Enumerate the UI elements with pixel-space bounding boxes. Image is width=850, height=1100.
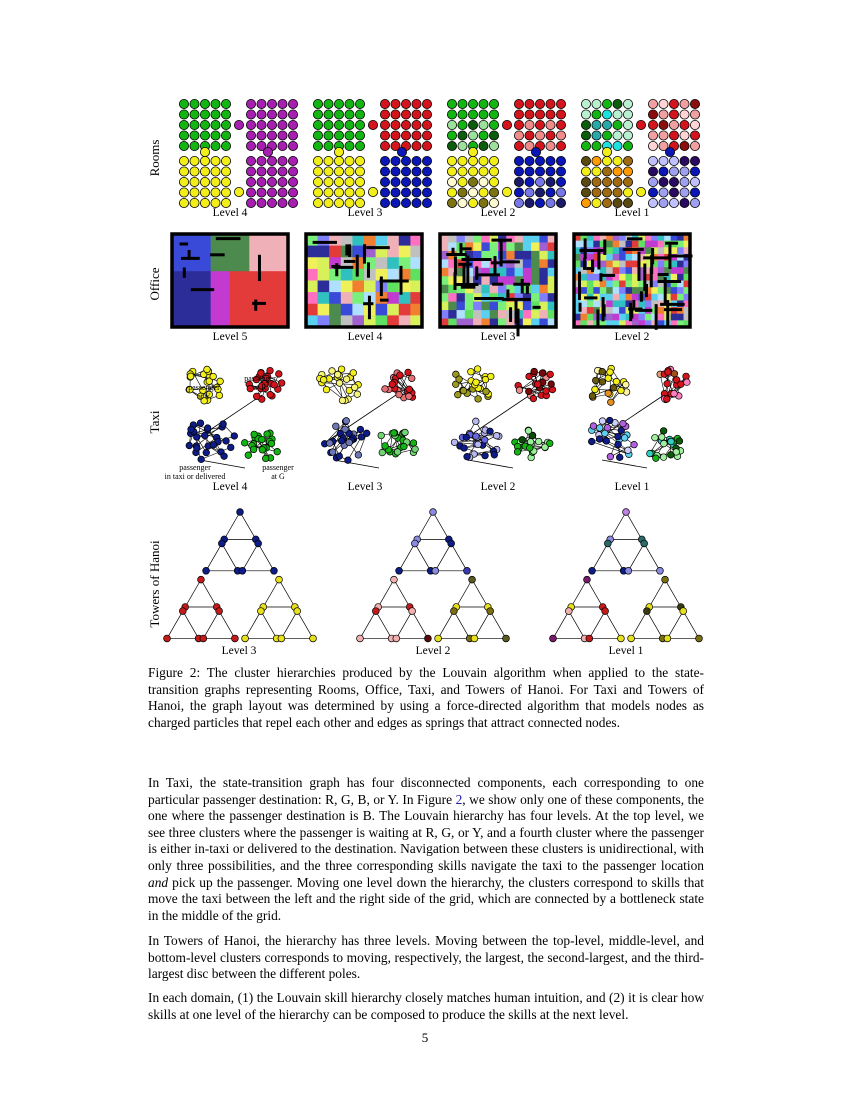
figure-mark [464,567,471,574]
figure-mark [245,611,277,638]
taxi-annotation-in-taxi: passenger in taxi or delivered [164,463,226,481]
figure-mark [310,635,317,642]
figure-mark [391,576,398,583]
figure-mark [203,567,210,574]
figure-mark [602,608,609,615]
figure-caption-label: Figure 2: [148,665,201,680]
hanoi-level-label: Level 2 [415,645,451,657]
figure-mark [571,580,603,607]
figure-mark [417,512,449,539]
figure-mark [657,567,664,574]
figure-mark [584,576,591,583]
figure-mark [438,611,470,638]
office-row-label: Office [147,267,162,301]
rooms-level-label: Level 2 [480,207,516,219]
figure-mark [432,567,439,574]
figure-mark [242,635,249,642]
page-number: 5 [421,1030,429,1045]
figure-mark [378,580,410,607]
figure-mark [372,608,379,615]
figure-mark [409,608,416,615]
taxi-row-label: Taxi [147,410,162,434]
figure-mark [255,540,262,547]
figure-mark [448,540,455,547]
figure-mark [411,540,418,547]
figure-mark [294,608,301,615]
figure-mark [628,635,635,642]
taxi-level-label: Level 4 [212,481,248,493]
figure-mark [625,567,632,574]
hanoi-level-label: Level 3 [221,645,257,657]
figure-mark [487,608,494,615]
figure-mark [278,635,285,642]
hanoi-row-label: Towers of Hanoi [147,540,162,628]
body-paragraph-summary: In each domain, (1) the Louvain skill hierarchy closely matches human intuition, and (2) it is clear how skills at one level of the hierarchy can be composed to produce the skills at the next level. [148,990,704,1022]
figure-mark [631,611,663,638]
figure-mark [360,611,392,638]
figure-mark [185,580,217,607]
figure-mark [425,635,432,642]
figure-mark [623,509,630,516]
figure-mark [393,635,400,642]
figure-mark [474,611,506,638]
figure-mark [242,543,274,570]
figure-mark [589,611,621,638]
figure-mark [667,611,699,638]
taxi-level-label: Level 3 [347,481,383,493]
figure-mark [179,608,186,615]
figure-mark [662,576,669,583]
figure-mark [239,567,246,574]
hanoi-level-label: Level 1 [608,645,644,657]
office-level-label: Level 3 [480,331,516,343]
taxi-level-label: Level 2 [480,481,516,493]
figure-reference-link[interactable]: 2 [455,791,463,807]
figure-mark [550,635,557,642]
figure-mark [396,567,403,574]
figure-mark [206,543,238,570]
figure-mark [257,608,264,615]
figure-caption [148,665,704,731]
figure-caption-text: The cluster hierarchies produced by the Louvain algorithm when applied to the state-transition graphs representing Rooms, Office, Taxi, and Towers of Hanoi. For Taxi and Towers of Hanoi, the graph layout was determined by using a force-directed algorithm that models nodes as charged particles that repel each other and edges as springs that attract connected nodes. [148,665,705,730]
figure-mark [503,635,510,642]
figure-mark [469,576,476,583]
figure-mark [167,611,199,638]
figure-mark [586,635,593,642]
figure-mark [680,608,687,615]
figure-mark [232,635,239,642]
office-level-label: Level 4 [347,331,383,343]
figure-mark [628,543,660,570]
figure-mark [237,509,244,516]
office-level-label: Level 2 [614,331,650,343]
office-level-label: Level 5 [212,331,248,343]
figure-mark [592,543,624,570]
figure-mark [164,635,171,642]
rooms-level-label: Level 1 [614,207,650,219]
figure-mark [263,580,295,607]
figure-mark [553,611,585,638]
taxi-annotation-at-r: passenger at R [244,374,276,392]
taxi-annotation-at-g: passenger at G [262,463,294,481]
figure-mark [203,611,235,638]
figure-mark [435,543,467,570]
taxi-level-label: Level 1 [614,481,650,493]
figure-mark [649,580,681,607]
figure-mark [271,567,278,574]
figure-mark [200,635,207,642]
taxi-annotation-at-y: passenger at Y [188,383,220,401]
figure-mark [456,580,488,607]
rooms-level-label: Level 4 [212,207,248,219]
rooms-level-label: Level 3 [347,207,383,219]
figure-mark [450,608,457,615]
figure-mark [696,635,703,642]
figure-mark [276,576,283,583]
figure-mark [198,576,205,583]
figure-mark [224,512,256,539]
body-paragraph-hanoi: In Towers of Hanoi, the hierarchy has three levels. Moving between the top-level, middle-level, and bottom-level clusters corresponds to moving, respectively, the largest, the second-largest, and the third-largest disc between the different poles. [148,933,704,982]
figure-mark [396,611,428,638]
figure-mark [218,540,225,547]
figure-mark [357,635,364,642]
figure-mark [610,512,642,539]
figure-mark [435,635,442,642]
figure-mark [589,567,596,574]
rooms-row-label: Rooms [147,139,162,177]
body-paragraph-taxi: In Taxi, the state-transition graph has four disconnected components, each corresponding to one particular passenger destination: R, G, B, or Y. In Figure 2, we show only one of these components, the one where the passenger destination is B. The Louvain hierarchy has four levels. At the top level, we see three clusters where the passenger is waiting at R, G, or Y, and a fourth cluster where the passenger is either in-taxi or delivered to the destination. Navigation between these clusters is unidirectional, with only three possibilities, and the three corresponding skills navigate the taxi to the passenger location and pick up the passenger. Moving one level down the hierarchy, the clusters correspond to skills that move the taxi between the left and the right side of the grid, which are connected by a bottleneck state in the middle of the grid. [148,775,704,923]
figure-mark [471,635,478,642]
figure-mark [399,543,431,570]
figure-mark [643,608,650,615]
figure-mark [216,608,223,615]
figure-mark [430,509,437,516]
figure-mark [618,635,625,642]
figure-mark [641,540,648,547]
figure-mark [604,540,611,547]
figure-mark [565,608,572,615]
figure-mark [664,635,671,642]
figure-mark [281,611,313,638]
